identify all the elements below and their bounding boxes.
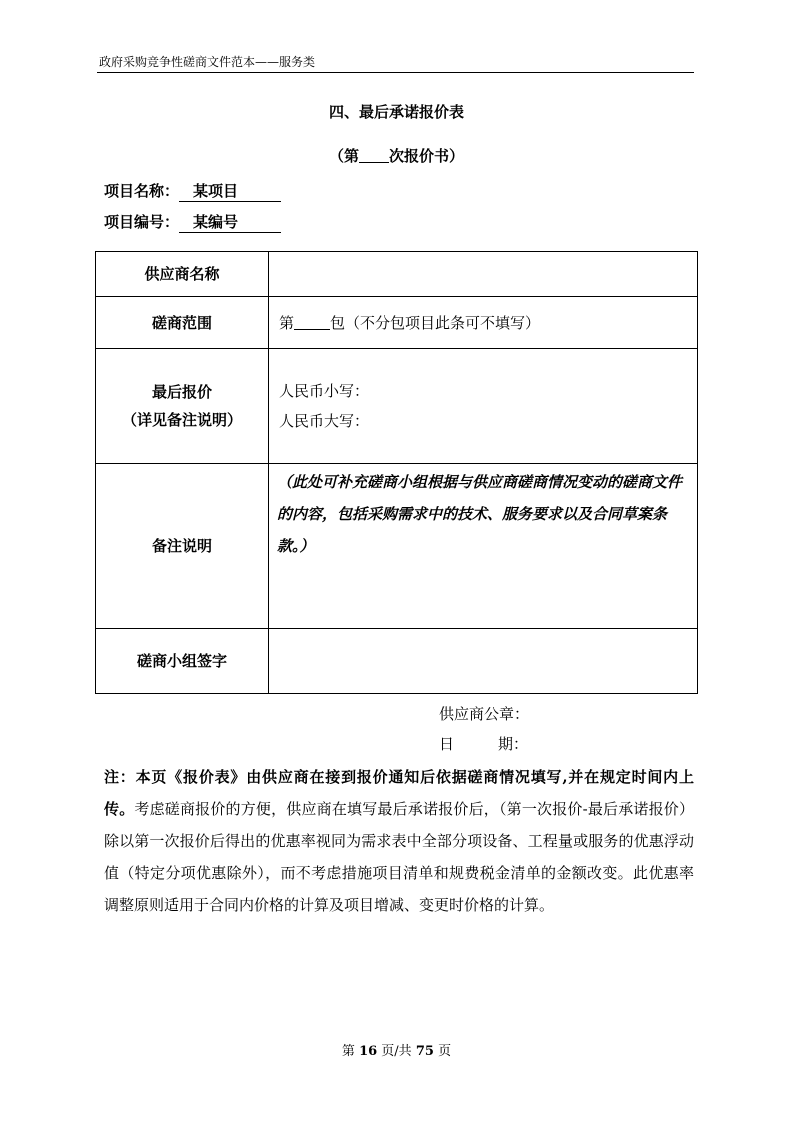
subtitle-suffix: 次报价书） [389, 147, 465, 165]
final-price-cell [269, 349, 698, 464]
total-pages: 75 [415, 1044, 434, 1059]
date-char-2: 期： [498, 735, 529, 753]
project-name-value[interactable]: 某项目 [179, 180, 281, 202]
signature-label: 磋商小组签字 [96, 629, 269, 694]
supplier-seal-label: 供应商公章： [439, 705, 530, 723]
footnote [104, 761, 694, 921]
document-header: 政府采购竞争性磋商文件范本——服务类 [99, 55, 316, 69]
table-row [96, 629, 698, 694]
scope-label: 磋商范围 [96, 297, 269, 349]
final-price-label [96, 349, 269, 464]
table-row [96, 252, 698, 297]
current-page: 16 [359, 1044, 378, 1059]
project-number-label: 项目编号： [104, 213, 180, 231]
final-price-label-line2: （详见备注说明） [121, 411, 242, 429]
project-name-label: 项目名称： [104, 182, 180, 200]
quote-round-subtitle [0, 145, 793, 166]
page-title: 四、最后承诺报价表 [328, 103, 464, 121]
page-number-prefix: 第 [341, 1044, 355, 1059]
supplier-name-cell[interactable] [269, 252, 698, 297]
package-number-blank[interactable] [294, 314, 330, 330]
final-quote-table [95, 251, 698, 694]
table-row [96, 297, 698, 349]
header-divider [97, 72, 694, 73]
page-number-suffix: 页 [438, 1044, 452, 1059]
scope-cell [269, 297, 698, 349]
page-number-middle: 页/共 [381, 1044, 412, 1059]
date-label [439, 733, 528, 754]
page-number [0, 1040, 793, 1059]
footnote-bold: 注：本页《报价表》由供应商在接到报价通知后依据磋商情况填写,并在规定时间内上传。 [104, 768, 694, 818]
scope-suffix: 包（不分包项目此条可不填写） [330, 314, 541, 332]
project-number-value[interactable]: 某编号 [179, 211, 281, 233]
remarks-text: （此处可补充磋商小组根据与供应商磋商情况变动的磋商文件的内容，包括采购需求中的技术、服务要求以及合同草案条款。） [277, 473, 683, 555]
table-row [96, 349, 698, 464]
footnote-body: 考虑磋商报价的方便，供应商在填写最后承诺报价后，（第一次报价-最后承诺报价）除以第一次报价后得出的优惠率视同为需求表中全部分项设备、工程量或服务的优惠浮动值（特定分项优惠除外），而不考虑措施项目清单和规费税金清单的金额改变。此优惠率调整原则适用于合同内价格的计算及项目增减、变更时价格的计算。 [104, 800, 694, 914]
project-name-field [104, 180, 281, 202]
scope-prefix: 第 [279, 314, 295, 332]
subtitle-prefix: （第 [328, 147, 359, 165]
project-number-field [104, 211, 281, 233]
signature-cell[interactable] [269, 629, 698, 694]
price-large-label[interactable]: 人民币大写： [279, 412, 370, 430]
remarks-cell [269, 464, 698, 629]
date-char-1: 日 [439, 735, 455, 753]
price-small-label[interactable]: 人民币小写： [279, 382, 370, 400]
round-number-blank[interactable] [359, 147, 389, 163]
table-row [96, 464, 698, 629]
final-price-label-line1: 最后报价 [151, 383, 212, 401]
remarks-label: 备注说明 [96, 464, 269, 629]
supplier-name-label: 供应商名称 [96, 252, 269, 297]
